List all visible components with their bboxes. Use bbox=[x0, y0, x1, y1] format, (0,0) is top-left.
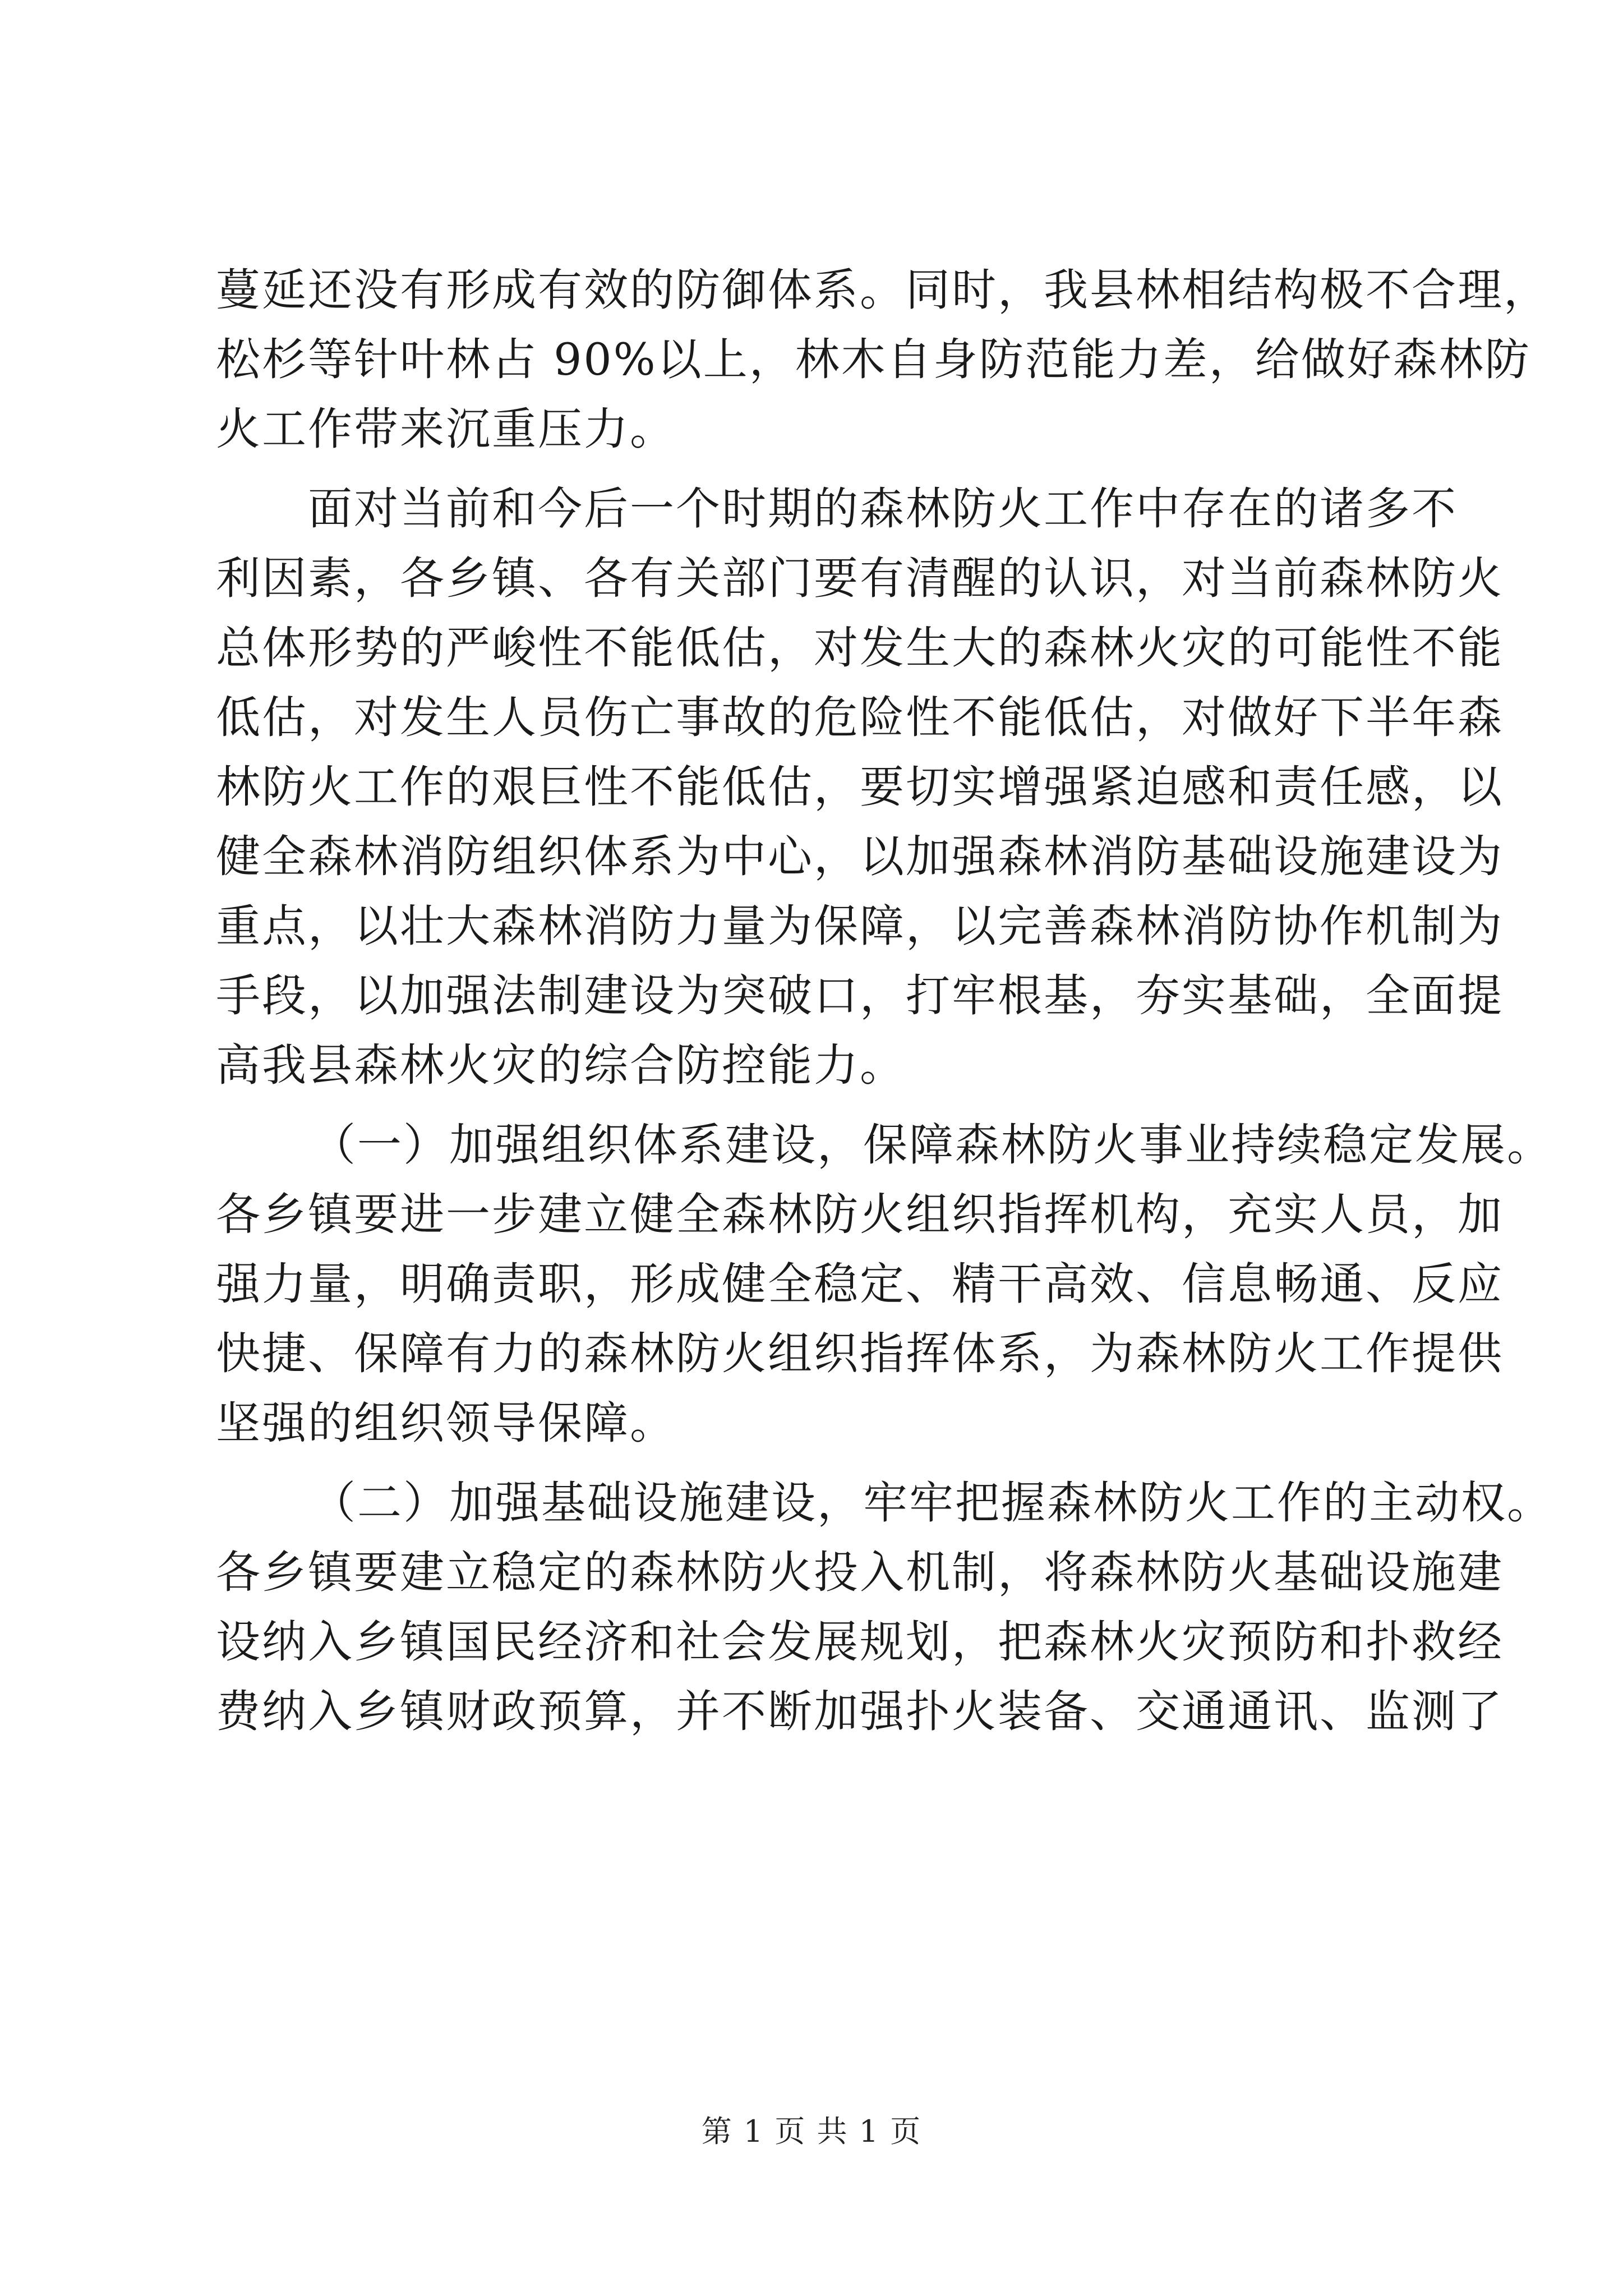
paragraph-line: 快捷、保障有力的森林防火组织指挥体系，为森林防火工作提供 bbox=[216, 1328, 1504, 1379]
paragraph-line: 各乡镇要进一步建立健全森林防火组织指挥机构，充实人员，加 bbox=[216, 1189, 1504, 1240]
paragraph-line: 林防火工作的艰巨性不能低估，要切实增强紧迫感和责任感，以 bbox=[216, 761, 1504, 813]
paragraph-line: 火工作带来沉重压力。 bbox=[216, 403, 676, 455]
paragraph-line: 各乡镇要建立稳定的森林防火投入机制，将森林防火基础设施建 bbox=[216, 1547, 1504, 1598]
paragraph-line: 松杉等针叶林占 90%以上，林木自身防范能力差，给做好森林防 bbox=[216, 334, 1531, 385]
section-heading-line: （一）加强组织体系建设，保障森林防火事业持续稳定发展。 bbox=[311, 1119, 1553, 1171]
paragraph-line: 利因素，各乡镇、各有关部门要有清醒的认识，对当前森林防火 bbox=[216, 553, 1504, 604]
paragraph-2 bbox=[216, 474, 1504, 1100]
paragraph-line: 蔓延还没有形成有效的防御体系。同时，我县林相结构极不合理， bbox=[216, 264, 1550, 316]
paragraph-line: 面对当前和今后一个时期的森林防火工作中存在的诸多不 bbox=[308, 483, 1458, 535]
paragraph-line: 低估，对发生人员伤亡事故的危险性不能低估，对做好下半年森 bbox=[216, 692, 1504, 743]
paragraph-line: 总体形势的严峻性不能低估，对发生大的森林火灾的可能性不能 bbox=[216, 622, 1504, 674]
section-heading-line: （二）加强基础设施建设，牢牢把握森林防火工作的主动权。 bbox=[311, 1477, 1553, 1529]
paragraph-line: 设纳入乡镇国民经济和社会发展规划，把森林火灾预防和扑救经 bbox=[216, 1616, 1504, 1668]
paragraph-line: 高我县森林火灾的综合防控能力。 bbox=[216, 1039, 906, 1091]
document-body bbox=[216, 255, 1553, 1746]
paragraph-line: 坚强的组织领导保障。 bbox=[216, 1397, 676, 1449]
paragraph-4 bbox=[216, 1468, 1553, 1746]
paragraph-1 bbox=[216, 255, 1550, 464]
paragraph-line: 健全森林消防组织体系为中心，以加强森林消防基础设施建设为 bbox=[216, 831, 1504, 882]
paragraph-line: 费纳入乡镇财政预算，并不断加强扑火装备、交通通讯、监测了 bbox=[216, 1686, 1504, 1737]
paragraph-3 bbox=[216, 1110, 1553, 1458]
paragraph-line: 手段，以加强法制建设为突破口，打牢根基，夯实基础，全面提 bbox=[216, 970, 1504, 1022]
paragraph-line: 重点，以壮大森林消防力量为保障，以完善森林消防协作机制为 bbox=[216, 900, 1504, 952]
paragraph-line: 强力量，明确责职，形成健全稳定、精干高效、信息畅通、反应 bbox=[216, 1258, 1504, 1310]
page-number-footer: 第 1 页 共 1 页 bbox=[701, 2114, 922, 2149]
